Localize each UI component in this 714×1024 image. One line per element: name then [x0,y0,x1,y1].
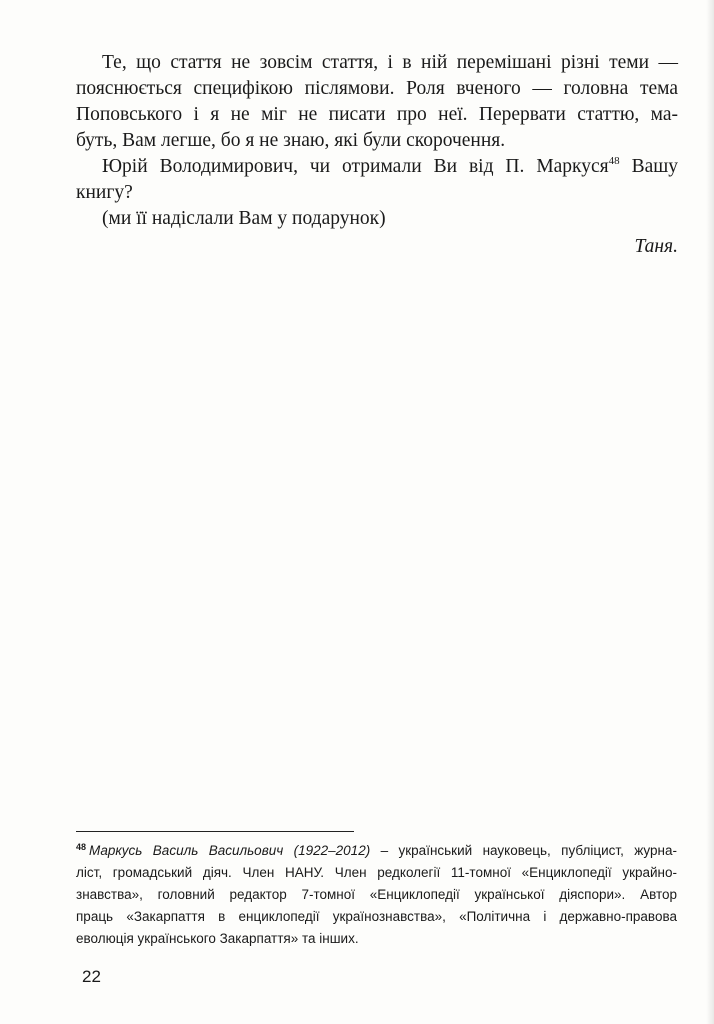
paragraph-2 [76,154,678,206]
paragraph-2-line-2: книгу? [76,182,133,203]
footnote-divider [76,831,354,832]
paragraph-1 [76,50,678,154]
footnote-line-2: ліст, громадський діяч. Член НАНУ. Член редколегії 11-томної «Енциклопедії украйно- [76,865,677,880]
letter-body [76,50,678,260]
paragraph-1-line-4: буть, Вам легше, бо я не знаю, які були скорочення. [76,130,506,151]
paragraph-2-text-start: Юрій Володимирович, чи отримали Ви від П. Маркуся [102,156,609,177]
footnote-line-1-text: – український науковець, публіцист, журна- [370,843,677,858]
footnote-number: 48 [76,841,87,852]
footnote-reference: 48 [608,154,620,167]
footnote-line-3: знавства», головний редактор 7-томної «Енциклопедії української діяспори». Автор [76,887,677,902]
paragraph-1-line-1: Те, що стаття не зовсім стаття, і в ній перемішані різні теми — [102,52,678,73]
footnote-line-4: праць «Закарпаття в енциклопедії українознавства», «Політична і державно-правова [76,909,677,924]
paragraph-1-line-3: Поповського і я не міг не писати про неї. Перервати статтю, ма- [76,104,678,125]
page-number: 22 [82,967,101,986]
footnote-line-1 [76,840,677,862]
footnote [76,840,677,950]
footnote-line-5: еволюція українського Закарпаття» та інших. [76,931,359,946]
footnote-person-name: Маркусь Василь Васильович (1922–2012) [89,843,371,858]
paragraph-2-line-1 [76,154,678,180]
page-edge-shadow [706,0,714,1024]
paragraph-1-line-2: пояснюється специфікою післямови. Роля вченого — головна тема [76,78,678,99]
paragraph-3 [76,206,678,232]
paragraph-2-text-end: Вашу [619,156,678,177]
signature: Таня. [634,236,678,257]
paragraph-3-line-1: (ми її надіслали Вам у подарунок) [102,208,386,229]
